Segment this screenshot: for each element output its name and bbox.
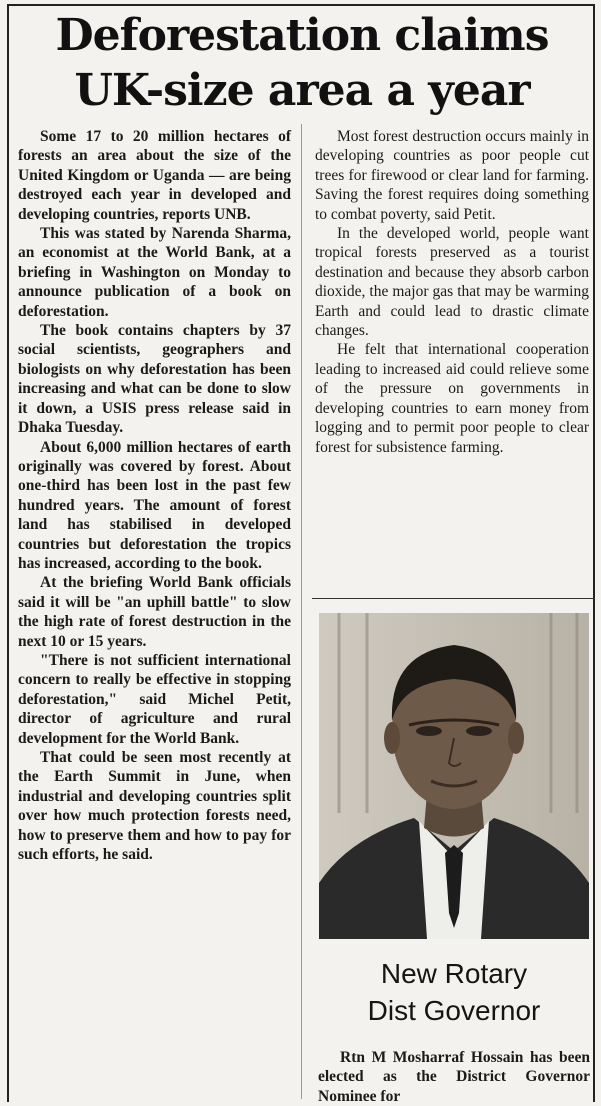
sidebar-title	[315, 955, 593, 1029]
sidebar-title-line-2: Dist Governor	[367, 995, 541, 1026]
article-paragraph: Some 17 to 20 million hectares of forests an area about the size of the United Kingdom or Uganda — are being destroyed each year in developed and developing countries, reports UNB.	[18, 128, 291, 223]
article-paragraph: Most forest destruction occurs mainly in developing countries as poor people cut trees for firewood or clear land for farming. Saving the forest requires doing something to combat poverty, said Petit.	[315, 128, 589, 223]
article-paragraph: At the briefing World Bank officials said it will be "an uphill battle" to slow the high rate of forest destruction in the next 10 or 15 years.	[18, 574, 291, 650]
sidebar-title-line-1: New Rotary	[380, 958, 528, 989]
sidebar-paragraph: Rtn M Mosharraf Hossain has been elected as the District Governor Nominee for	[318, 1049, 590, 1105]
article-paragraph: About 6,000 million hectares of earth originally was covered by forest. About one-third has been lost in the past few hundred years. The amount of forest land has stabilised in developed countries but deforestation the tropics has increased, according to the book.	[18, 438, 291, 572]
sidebar-rule	[312, 598, 595, 599]
sidebar-body	[318, 1048, 590, 1106]
headline-line-2: UK-size area a year	[74, 65, 530, 116]
portrait-photo	[319, 613, 589, 939]
headline-line-1: Deforestation claims	[55, 10, 549, 61]
top-rule	[7, 4, 593, 6]
column-divider	[301, 124, 302, 1099]
headline	[12, 8, 592, 118]
article-column-1	[18, 127, 291, 864]
article-paragraph: This was stated by Narenda Sharma, an economist at the World Bank, at a briefing in Washington on Monday to announce publication of a book on deforestation.	[18, 225, 291, 320]
article-paragraph: In the developed world, people want tropical forests preserved as a tourist destination and because they absorb carbon dioxide, the major gas that may be warming Earth and could lead to drastic climate changes.	[315, 225, 589, 340]
right-rule	[593, 4, 595, 1102]
article-paragraph: He felt that international cooperation leading to increased aid could relieve some of the pressure on governments in developing countries to earn money from logging and to permit poor people to clear forest for subsistence farming.	[315, 341, 589, 456]
article-column-2	[315, 127, 589, 457]
left-rule	[7, 4, 9, 1102]
article-paragraph: "There is not sufficient international concern to really be effective in stopping deforestation," said Michel Petit, director of agriculture and rural development for the World Bank.	[18, 651, 291, 747]
article-paragraph: That could be seen most recently at the Earth Summit in June, when industrial and developing countries split over how much protection forests need, how to preserve them and how to pay for such efforts, he said.	[18, 749, 291, 864]
article-paragraph: The book contains chapters by 37 social scientists, geographers and biologists on why deforestation has been increasing and what can be done to slow it down, a USIS press release said in Dhaka Tuesday.	[18, 322, 291, 437]
